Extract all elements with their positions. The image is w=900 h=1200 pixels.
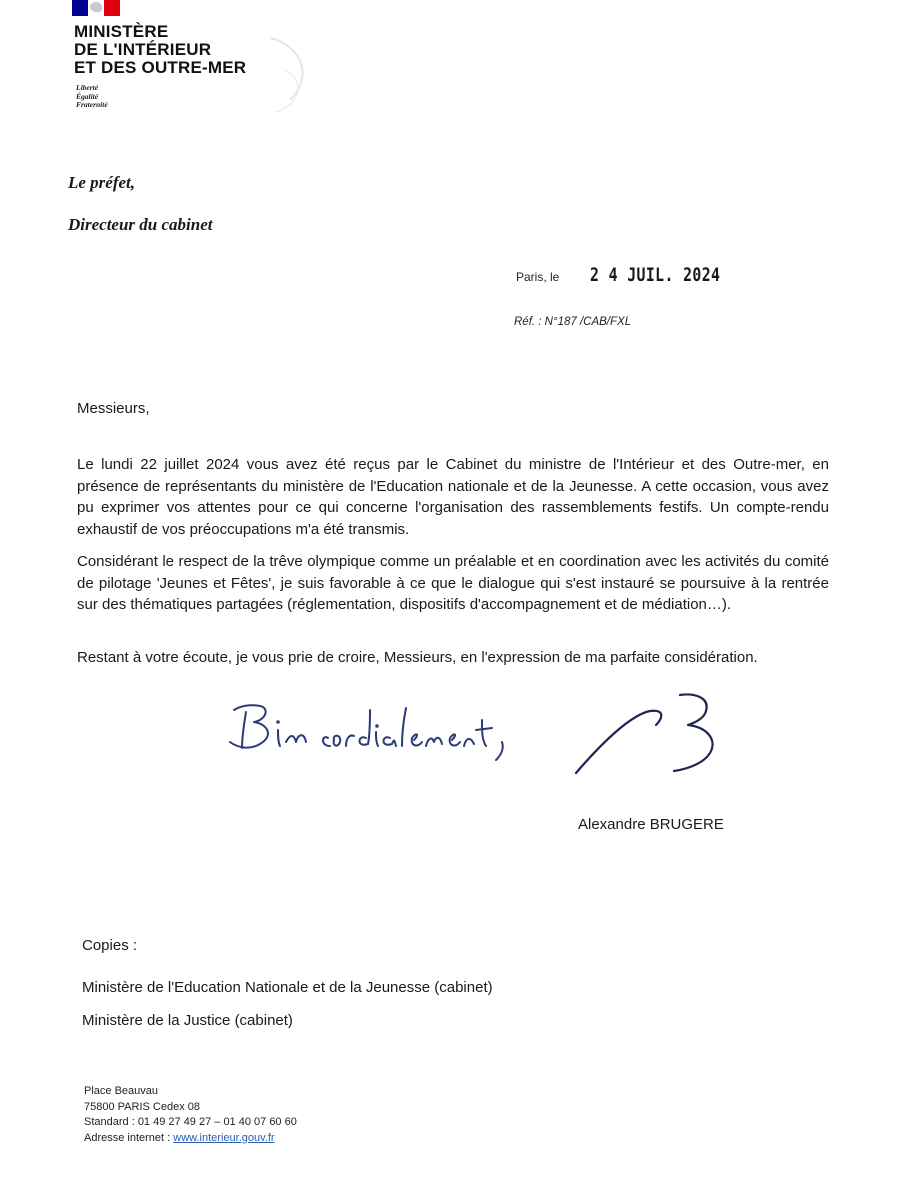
sender-role-title: Le préfet,	[68, 173, 136, 192]
phone-line: Standard : 01 49 27 49 27 – 01 40 07 60 60	[84, 1116, 297, 1128]
body-paragraph: Le lundi 22 juillet 2024 vous avez été reçus par le Cabinet du ministre de l'Intérieur et des Outre-mer, en présence de représentants du ministère de l'Education nationale et de la Jeunesse. A cette occasion, vous avez pu exprimer vos attentes pour ce qui concerne l'organisation des rassemblements festifs. Un compte-rendu exhaustif de vos préoccupations m'a été transmis.	[77, 456, 829, 538]
signature	[570, 685, 730, 780]
handwritten-closing	[220, 690, 520, 770]
website-label: Adresse internet :	[84, 1131, 171, 1144]
ministry-name: MINISTÈRE DE L'INTÉRIEUR ET DES OUTRE-MER	[74, 22, 247, 77]
letter-city: Paris, le	[516, 270, 560, 284]
address-line: Place Beauvau	[84, 1085, 158, 1097]
signer-name: Alexandre BRUGERE	[578, 816, 724, 833]
body-paragraph: Restant à votre écoute, je vous prie de croire, Messieurs, en l'expression de ma parfaite considération.	[77, 649, 758, 666]
footer-address	[84, 1084, 297, 1146]
copies-label: Copies :	[82, 937, 138, 954]
date-stamp: 2 4 JUIL. 2024	[590, 264, 721, 286]
postal-line: 75800 PARIS Cedex 08	[84, 1100, 200, 1113]
website-link[interactable]: www.interieur.gouv.fr	[173, 1131, 275, 1144]
republic-flag-logo	[72, 0, 120, 16]
website-line	[84, 1131, 297, 1147]
copy-recipient: Ministère de la Justice (cabinet)	[82, 1012, 293, 1029]
copy-recipient: Ministère de l'Education Nationale et de la Jeunesse (cabinet)	[82, 979, 493, 996]
body-paragraph: Considérant le respect de la trêve olympique comme un préalable et en coordination avec les activités du comité de pilotage 'Jeunes et Fêtes', je suis favorable à ce que le dialogue qui s'est instauré se poursuive à la rentrée sur des thématiques partagées (réglementation, dispositifs d'accompagnement et de médiation…).	[77, 553, 829, 613]
reference-number: Réf. : N°187 /CAB/FXL	[514, 316, 632, 328]
sender-role-subtitle: Directeur du cabinet	[68, 215, 213, 234]
salutation: Messieurs,	[77, 400, 150, 417]
republic-motto: Liberté Égalité Fraternité	[76, 83, 108, 109]
faint-ink-mark	[230, 30, 320, 120]
